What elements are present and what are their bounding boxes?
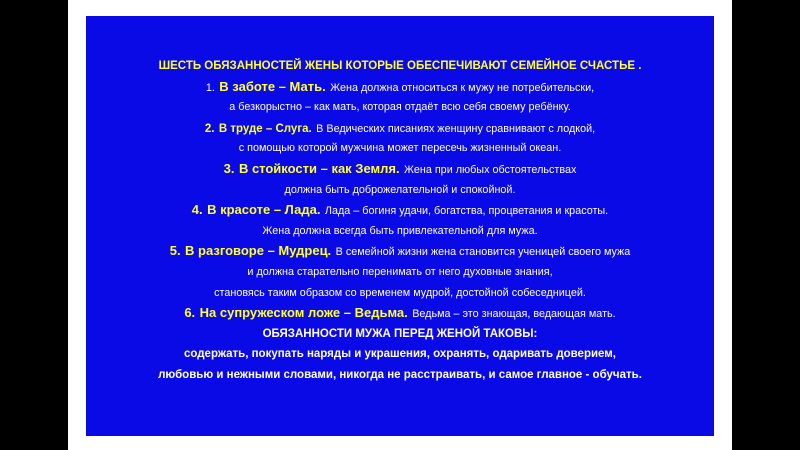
duty-2-header	[86, 118, 714, 139]
duty-2-title: В труде – Слуга.	[218, 122, 312, 135]
duty-1-text-2: а безкорыстно – как мать, которая отдаёт всю себя своему ребёнку.	[229, 101, 571, 114]
duty-2-text: В Ведических писаниях женщину сравнивают с лодкой,	[316, 122, 596, 135]
husband-heading: ОБЯЗАННОСТИ МУЖА ПЕРЕД ЖЕНОЙ ТАКОВЫ:	[262, 327, 538, 340]
duty-6-title: На супружеском ложе – Ведьма.	[199, 305, 408, 321]
duty-4-text: Лада – богиня удачи, богатства, процветания и красоты.	[324, 205, 609, 218]
duty-4-number: 4.	[191, 202, 203, 218]
page-title: ШЕСТЬ ОБЯЗАННОСТЕЙ ЖЕНЫ КОТОРЫЕ ОБЕСПЕЧИВАЮТ СЕМЕЙНОЕ СЧАСТЬЕ .	[158, 60, 642, 72]
duty-5-text-2: и должна старательно перенимать от него духовные знания,	[247, 265, 553, 278]
duty-5-text-3: становясь таким образом со временем мудрой, достойной собеседницей.	[214, 286, 586, 299]
duty-4-text-2: Жена должна всегда быть привлекательной для мужа.	[262, 224, 538, 237]
duty-5-text: В семейной жизни жена становится ученицей своего мужа	[335, 246, 631, 259]
duty-2-number: 2.	[204, 122, 215, 135]
duty-5-title: В разговоре – Мудрец.	[185, 243, 332, 259]
duty-6-header	[86, 303, 714, 324]
duty-3-text: Жена при любых обстоятельствах	[404, 163, 577, 176]
duty-6-number: 6.	[184, 305, 196, 321]
duty-4-header	[86, 200, 714, 221]
duty-1-header	[86, 77, 714, 98]
duty-4-title: В красоте – Лада.	[207, 202, 321, 218]
duty-1-number: 1.	[205, 81, 215, 94]
duty-6-text: Ведьма – это знающая, ведающая мать.	[412, 308, 616, 321]
slide-panel	[86, 16, 714, 436]
duty-5-header	[86, 241, 714, 262]
duty-1-text: Жена должна относиться к мужу не потребительски,	[330, 81, 595, 94]
duty-3-header	[86, 159, 714, 180]
husband-text-1: содержать, покупать наряды и украшения, охранять, одаривать доверием,	[183, 348, 616, 361]
duty-3-number: 3.	[223, 160, 235, 176]
duty-5-number: 5.	[169, 243, 181, 259]
duty-3-title: В стойкости – как Земля.	[238, 160, 400, 176]
duty-2-text-2: с помощью которой мужчина может пересечь жизненный океан.	[238, 142, 562, 155]
duty-1-title: В заботе – Мать.	[219, 78, 326, 94]
husband-text-2: любовью и нежными словами, никогда не расстраивать, и самое главное - обучать.	[158, 368, 642, 381]
duty-3-text-2: должна быть доброжелательной и спокойной.	[284, 183, 516, 196]
